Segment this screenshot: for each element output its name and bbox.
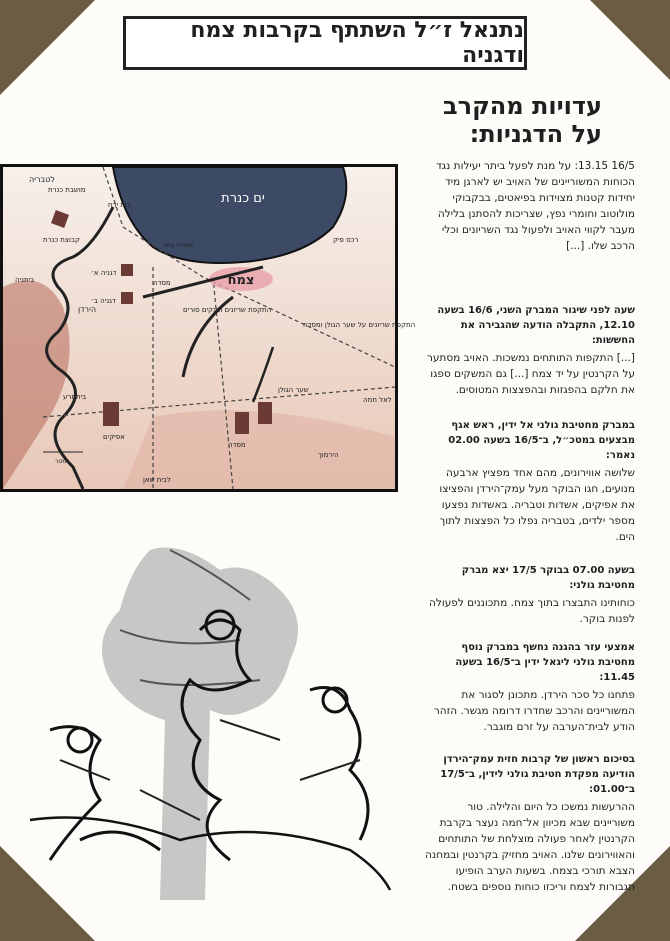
battle-map-svg: [3, 167, 416, 489]
map-label-afikim: אפיקים: [103, 433, 125, 441]
map-label-kursi: רכס פיק: [333, 236, 359, 244]
battle-map: [0, 164, 416, 492]
corner-decoration-top-left: [0, 0, 95, 95]
paragraph-5: [425, 640, 635, 735]
page-title: נתנאל ז״ל השתתף בקרבות צמח ודגניה: [190, 18, 524, 68]
map-label-shaar-hagolan: שער הגולן: [278, 386, 309, 394]
sketch-svg: [20, 540, 400, 900]
paragraph-2-head: שעה לפני שיגור המברק השני, 16/6 בשעה 12.10, התקבלה הודעה שהגבירה את החששות:: [437, 305, 635, 346]
map-label-beit-yerah: בית ירח: [108, 201, 131, 209]
map-label-armor-attack: התקפת שריונים וטנקים סורים: [183, 306, 272, 314]
section-title-line2: על הדגניות:: [469, 120, 602, 148]
paragraph-3-head: במברק מחטיבת גולני אל ידין, ראש אגף מבצעים במטכ״ל, ב־16/5 בשעה 02.00 נאמר:: [448, 420, 635, 461]
sea-label: ים כנרת: [221, 191, 265, 206]
paragraph-3-body: שלושה אווירונים, מהם אחד מפציץ ארבעה מנועים, חגו הבוקר מעל עמק־הירדן והפציצו את אפיקים, אשדות וטבריה. באשדות נפצעו מספר ילדים, בטבריה נפלו כל הפצצות לתוך הים.: [439, 467, 635, 543]
map-label-kvutzat-kinneret: קבוצת כנרת: [43, 236, 80, 244]
afikim-marker: [103, 402, 119, 426]
masada-marker: [235, 412, 249, 434]
map-scale-label: מטר: [55, 458, 67, 465]
map-label-armor-attack2: התקפת שריונים על שער הגולן ומסדה: [303, 321, 416, 329]
paragraph-2-body: [...] התקפות התותחים נמשכות. האויב מסתער על הקרנטין על יד צמח [...] גם המשקים ספגו את חלקם בהפגזות ובהפצצות המטוסים.: [426, 352, 635, 396]
map-label-tzemach-police: מצודת צמח: [163, 242, 193, 249]
map-label-yarmuk: הירמוך: [318, 451, 339, 459]
degania-a-marker: [121, 264, 133, 276]
corner-decoration-top-right: [590, 0, 670, 80]
map-label-jordan: הירדן: [78, 305, 97, 314]
paragraph-4-head: בשעה 07.00 בבוקר 17/5 יצא מברק מחטיבת גולני:: [461, 565, 635, 591]
paragraph-4: [425, 563, 635, 627]
paragraph-6-head: בסיכום ראשון של קרבות חזית עמק־הירדן הודיעה מפקדת חטיבת גולני לידין, ב־17/5 ב־01.00:: [440, 754, 635, 795]
paragraph-6: [425, 752, 635, 895]
paragraph-4-body: כוחותינו התבצרו בתוך צמח. מתכוננים לפעולה לפנות בוקר.: [429, 597, 635, 625]
paragraph-1: [425, 158, 635, 254]
map-label-to-beit-shean: לבית שאן: [143, 476, 171, 484]
map-label-kinneret-moshava: מושבת כנרת: [48, 186, 86, 194]
map-label-to-hama: לאל חמה: [363, 396, 392, 404]
soldiers-sketch-illustration: [20, 540, 400, 900]
page-title-box: [123, 16, 527, 70]
semakh-label: צמח: [227, 273, 255, 288]
paragraph-6-body: ההרעשות נמשכו כל היום והלילה. טור משוריינים שבא מכיוון אל־חמה נעצר בקרבת הקרנטין לאחר פעולה מוצלחת של התותחים והאווירונים שלנו. האויב מחזיק בקרנטין ובמחנה הצבא תורכי בצמח. בשעות הערב הופיעו תגבורות לצמח וריכזו כוחות נוספים בשטח.: [425, 801, 635, 893]
map-label-degania-a: דגניה א׳: [91, 269, 117, 277]
map-label-masada-small: מסדה: [153, 279, 171, 287]
paragraph-3: [425, 418, 635, 545]
degania-b-marker: [121, 292, 133, 304]
map-label-tiberias: לטבריה: [29, 175, 55, 184]
map-label-degania-b: דגניה ב׳: [91, 297, 116, 305]
map-label-masada: מסדה: [228, 441, 246, 449]
map-label-beit-zera: בית זרע: [63, 393, 87, 401]
paragraph-1-body: 16/5 13.15: על מנת לפעל ביתר יעילות נגד הכוחות המשוריינים של האויב יש לארגן מיד יחידות קטנות מצוידות בפיאטים, בבקבוקי מולוטוב וחומרי נפץ, שצריכות להסתנן בלילה מעבר לקווי האויב ולפעול נגד השריונים וכלי הרכב שלו. [...]: [436, 160, 635, 252]
paragraph-5-head: אמצעי עזר בהגנה נחשף במברק נוסף מחטיבת גולני ליגאל ידין ב־16/5 בשעה 11.45:: [455, 642, 635, 683]
map-label-beitania: ביתניה: [15, 276, 35, 284]
section-title: [362, 92, 602, 148]
paragraph-2: [425, 303, 635, 398]
section-title-line1: עדויות מהקרב: [443, 92, 602, 120]
paragraph-5-body: פתחנו כל סכר הירדן. מתכונן לסגור את המשוריינים והרכב שחדרו דרומה מגשר. הזהר הודע לבית־הערבה על זרם מוגבר.: [433, 689, 635, 733]
shaar-hagolan-marker: [258, 402, 272, 424]
